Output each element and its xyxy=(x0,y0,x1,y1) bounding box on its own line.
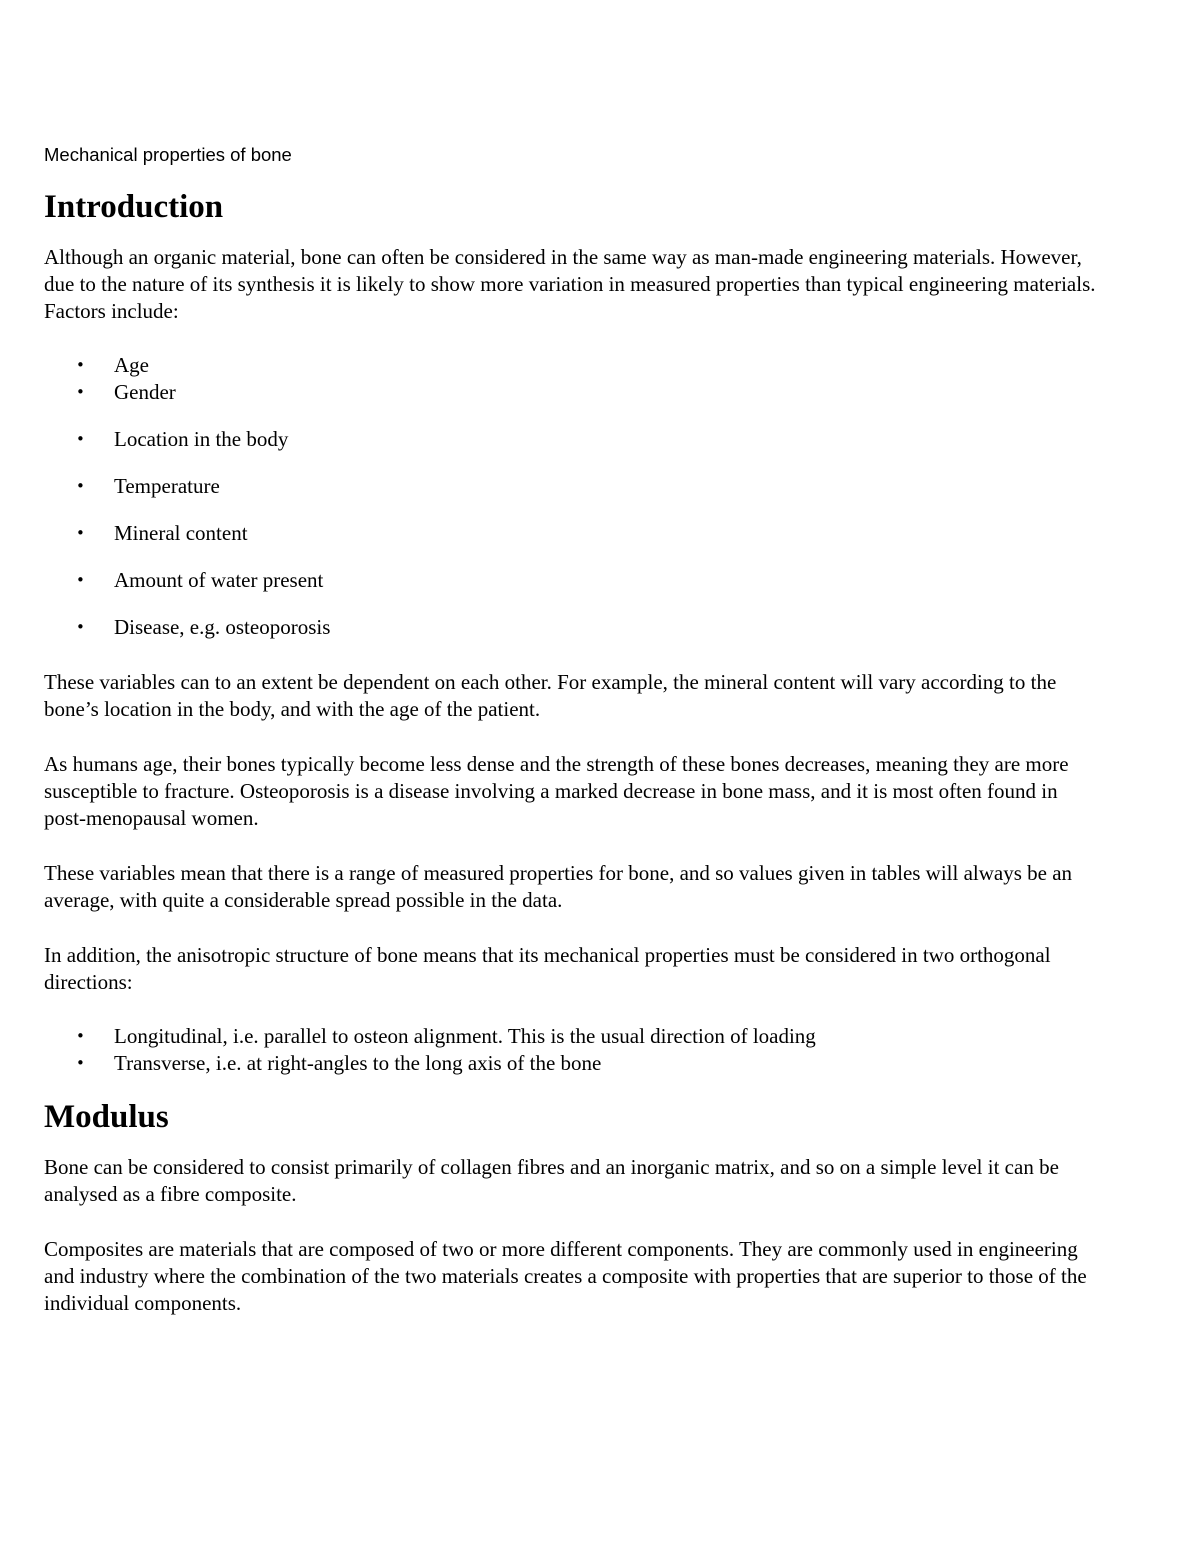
dependency-paragraph: These variables can to an extent be dependent on each other. For example, the mineral content will vary according to the bone’s location in the body, and with the age of the patient. xyxy=(44,670,1057,721)
composites-paragraph: Composites are materials that are composed of two or more different components. They are commonly used in engineering and industry where the combination of the two materials creates a composite with properties that are superior to those of the individual components. xyxy=(44,1237,1087,1315)
list-item xyxy=(44,473,1104,500)
list-item xyxy=(44,1023,1104,1050)
aging-paragraph: As humans age, their bones typically become less dense and the strength of these bones decreases, meaning they are more susceptible to fracture. Osteoporosis is a disease involving a marked decrease in bone mass, and it is most often found in post-menopausal women. xyxy=(44,752,1069,830)
list-item xyxy=(44,426,1104,453)
introduction-paragraph: Although an organic material, bone can often be considered in the same way as man-made engineering materials. However, due to the nature of its synthesis it is likely to show more variation in measured properties than typical engineering materials. Factors include: xyxy=(44,245,1096,323)
bullet-icon: • xyxy=(76,618,85,636)
list-item-text: Disease, e.g. osteoporosis xyxy=(114,615,331,639)
factors-list xyxy=(44,352,1104,641)
list-item-text: Amount of water present xyxy=(114,568,324,592)
list-item-text: Temperature xyxy=(114,474,220,498)
list-item xyxy=(44,379,1104,406)
modulus-paragraph: Bone can be considered to consist primarily of collagen fibres and an inorganic matrix, and so on a simple level it can be analysed as a fibre composite. xyxy=(44,1155,1059,1206)
list-item-text: Mineral content xyxy=(114,521,248,545)
bullet-icon: • xyxy=(76,1054,85,1072)
variability-paragraph: These variables mean that there is a range of measured properties for bone, and so values given in tables will always be an average, with quite a considerable spread possible in the data. xyxy=(44,861,1073,912)
bullet-icon: • xyxy=(76,356,85,374)
list-item xyxy=(44,520,1104,547)
anisotropy-paragraph: In addition, the anisotropic structure of bone means that its mechanical properties must be considered in two orthogonal directions: xyxy=(44,943,1051,994)
list-item xyxy=(44,1050,1104,1077)
bullet-icon: • xyxy=(76,430,85,448)
bullet-icon: • xyxy=(76,571,85,589)
list-item xyxy=(44,352,1104,379)
list-item-text: Gender xyxy=(114,380,176,404)
list-item xyxy=(44,614,1104,641)
bullet-icon: • xyxy=(76,383,85,401)
list-item xyxy=(44,567,1104,594)
directions-list xyxy=(44,1023,1104,1077)
introduction-heading: Introduction xyxy=(44,189,224,225)
bullet-icon: • xyxy=(76,477,85,495)
modulus-heading: Modulus xyxy=(44,1099,169,1135)
bullet-icon: • xyxy=(76,524,85,542)
document-title: Mechanical properties of bone xyxy=(44,144,292,165)
document-body xyxy=(44,140,1104,1317)
list-item-text: Longitudinal, i.e. parallel to osteon alignment. This is the usual direction of loading xyxy=(114,1024,816,1048)
list-item-text: Transverse, i.e. at right-angles to the long axis of the bone xyxy=(114,1051,602,1075)
list-item-text: Age xyxy=(114,353,149,377)
bullet-icon: • xyxy=(76,1027,85,1045)
list-item-text: Location in the body xyxy=(114,427,289,451)
